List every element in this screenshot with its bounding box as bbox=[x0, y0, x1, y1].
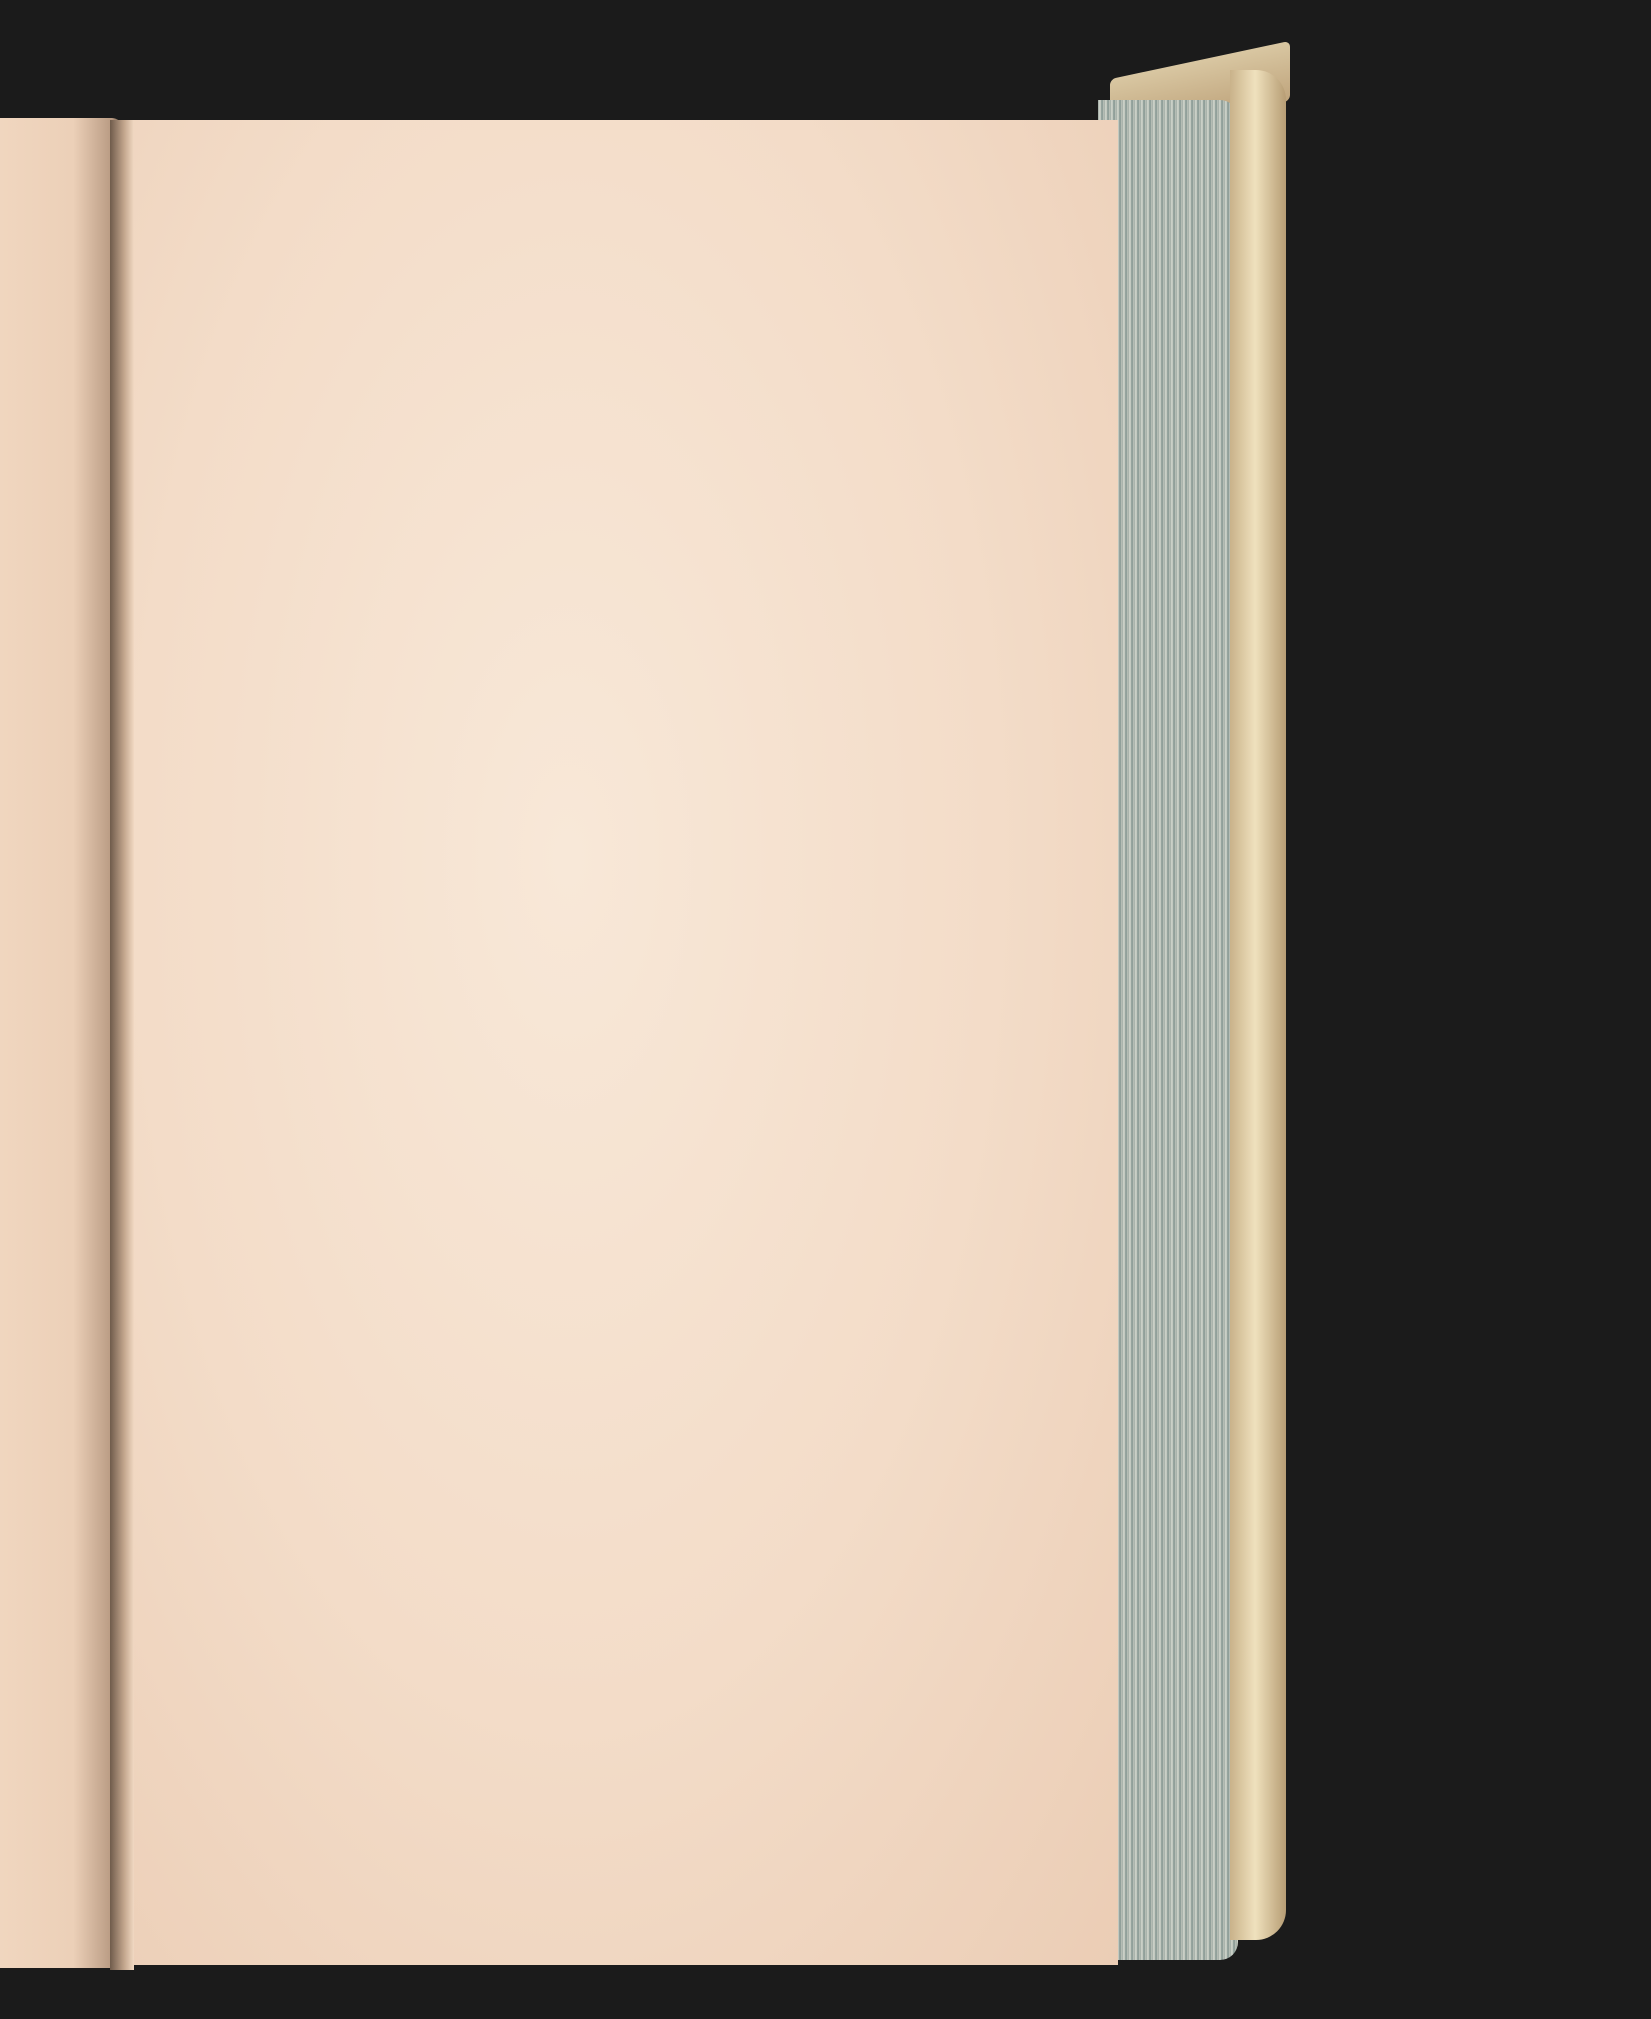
right-page bbox=[118, 120, 1118, 1965]
left-page bbox=[0, 118, 122, 1968]
book-gutter bbox=[110, 120, 134, 1970]
book-cover-edge bbox=[1230, 70, 1286, 1940]
page-edges bbox=[1098, 100, 1238, 1960]
running-head bbox=[270, 225, 990, 275]
